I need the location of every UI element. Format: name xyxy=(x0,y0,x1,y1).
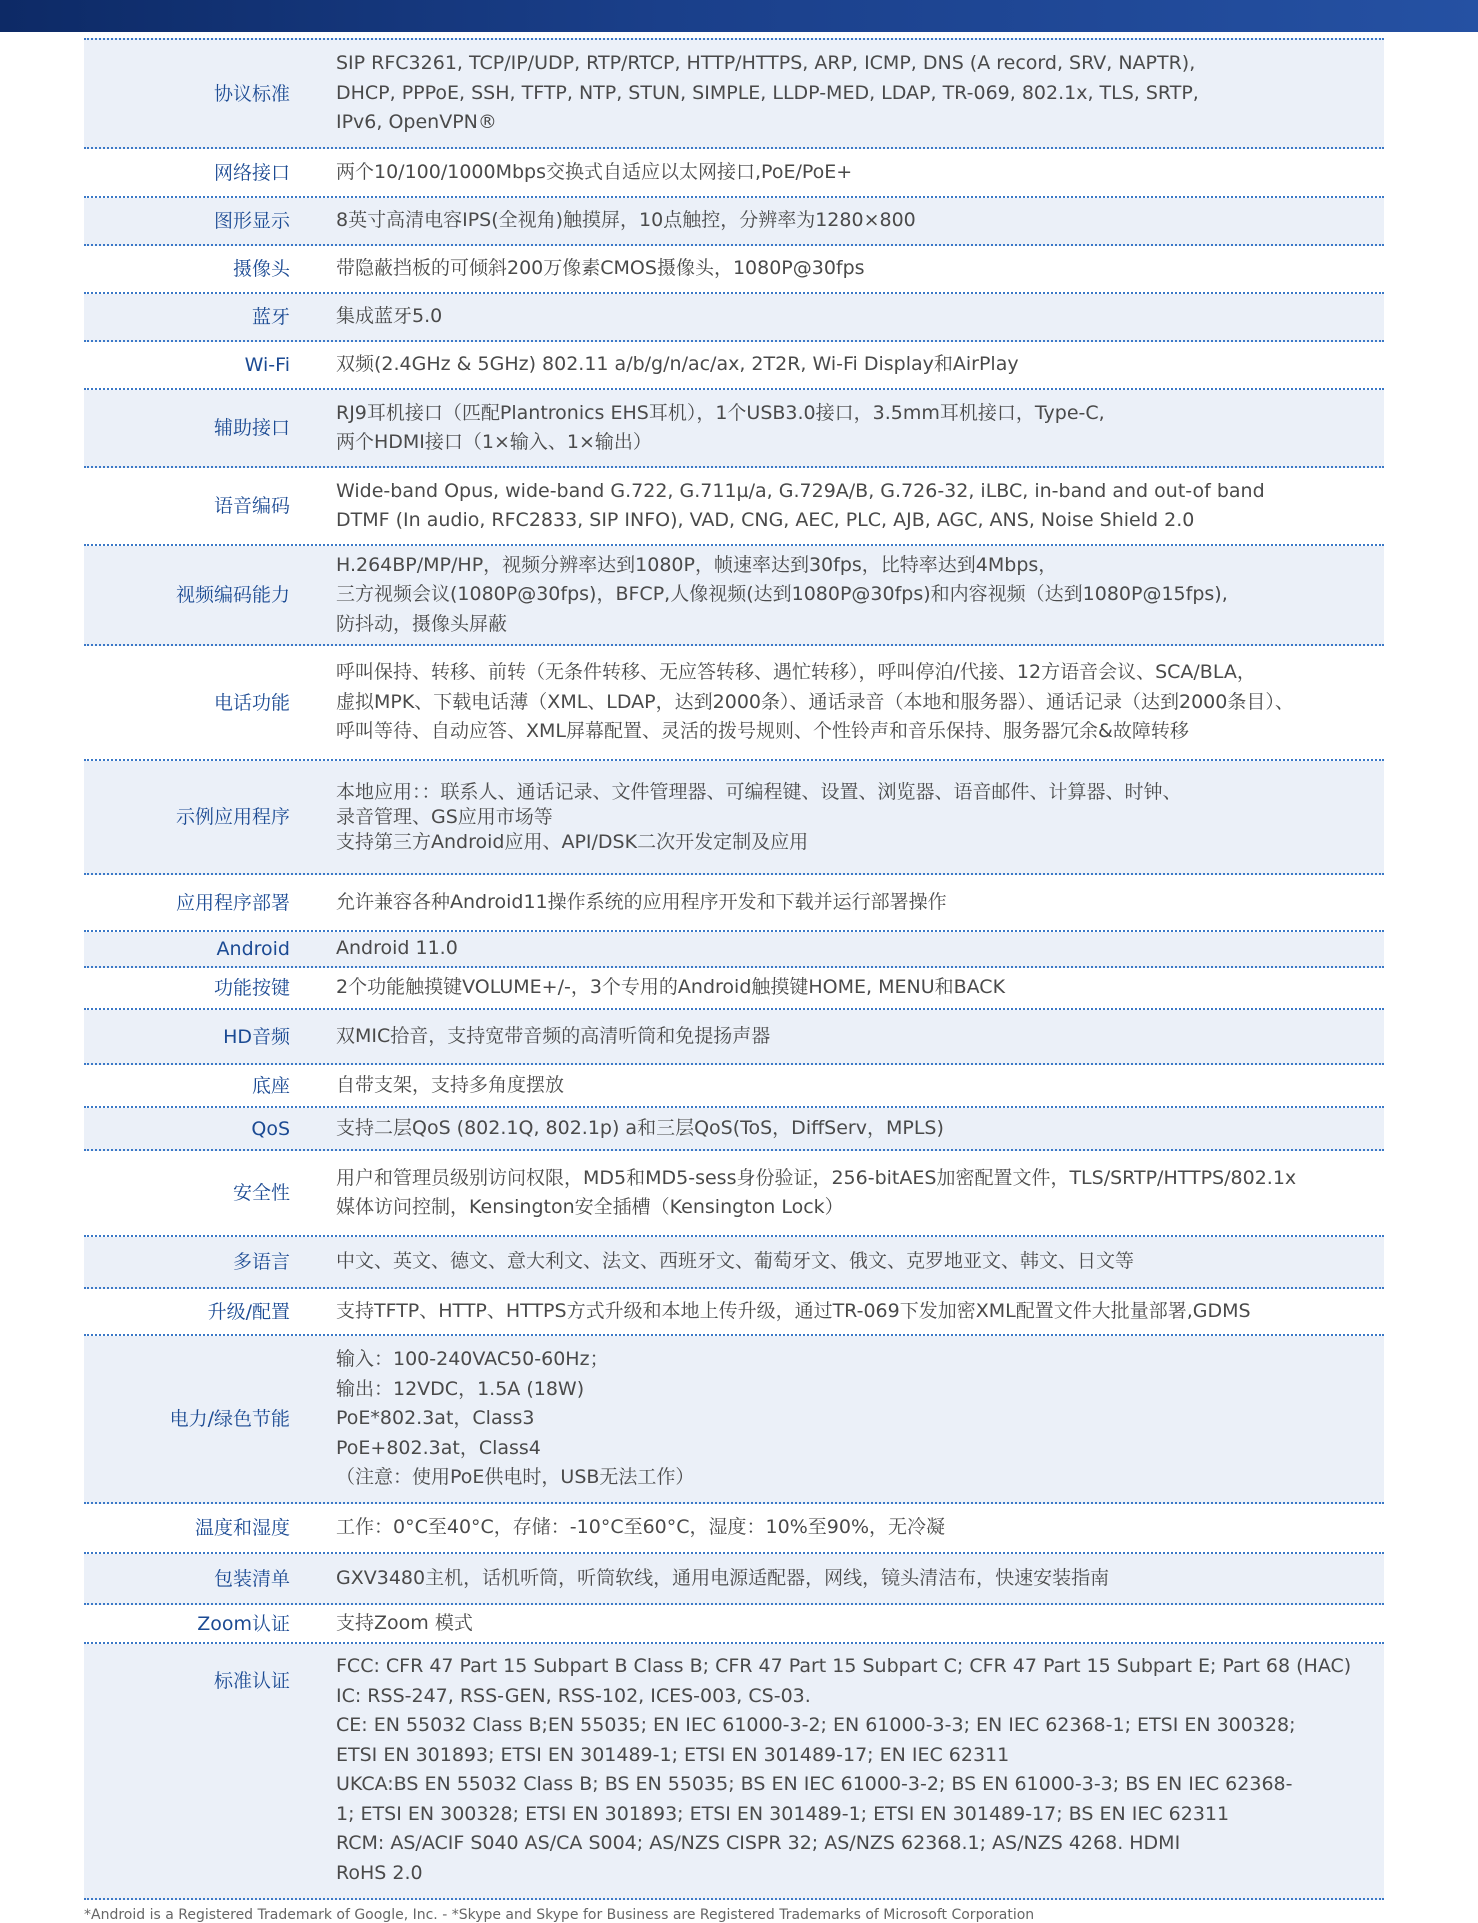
spec-label: Android xyxy=(216,938,290,960)
spec-row-zoom xyxy=(84,1605,1384,1644)
spec-line: H.264BP/MP/HP，视频分辨率达到1080P，帧速率达到30fps，比特率达到4Mbps， xyxy=(336,553,1058,576)
spec-value xyxy=(290,973,1384,1003)
spec-label: 视频编码能力 xyxy=(175,584,290,606)
spec-label: 升级/配置 xyxy=(207,1300,290,1323)
spec-row-display xyxy=(84,198,1384,246)
spec-line: 1; ETSI EN 300328; ETSI EN 301893; ETSI EN 301489-1; ETSI EN 301489-17; BS EN IEC 62311 xyxy=(336,1802,1230,1825)
spec-label: 温度和湿度 xyxy=(194,1517,290,1539)
spec-value xyxy=(290,1071,1384,1101)
spec-line: 三方视频会议(1080P@30fps)，BFCP,人像视频(达到1080P@30fps)和内容视频（达到1080P@15fps), xyxy=(336,583,1228,606)
spec-row-package xyxy=(84,1554,1384,1605)
spec-row-aux-ports xyxy=(84,390,1384,468)
spec-label: 辅助接口 xyxy=(213,417,290,439)
spec-line: （注意：使用PoE供电时，USB无法工作） xyxy=(336,1466,695,1489)
spec-line: 防抖动，摄像头屏蔽 xyxy=(336,612,508,635)
spec-row-security xyxy=(84,1151,1384,1237)
spec-label: 标准认证 xyxy=(213,1670,290,1692)
spec-value xyxy=(290,399,1384,458)
spec-value xyxy=(290,254,1384,284)
spec-value xyxy=(290,551,1384,640)
spec-label: 应用程序部署 xyxy=(175,891,290,914)
spec-line: 虚拟MPK、下载电话薄（XML、LDAP，达到2000条）、通话录音（本地和服务器）、通话记录（达到2000条目）、 xyxy=(336,690,1294,713)
spec-value xyxy=(290,1609,1384,1639)
spec-label: 语音编码 xyxy=(213,495,290,517)
spec-label: 图形显示 xyxy=(213,210,290,232)
spec-row-function-keys xyxy=(84,968,1384,1010)
spec-label: QoS xyxy=(251,1117,290,1140)
spec-value xyxy=(290,1513,1384,1543)
spec-line: RoHS 2.0 xyxy=(336,1861,423,1884)
spec-line: ETSI EN 301893; ETSI EN 301489-1; ETSI EN 301489-17; EN IEC 62311 xyxy=(336,1743,1010,1766)
spec-value xyxy=(290,477,1384,536)
spec-row-qos xyxy=(84,1108,1384,1151)
spec-line: 8英寸高清电容IPS(全视角)触摸屏，10点触控，分辨率为1280×800 xyxy=(336,209,916,232)
spec-label: Zoom认证 xyxy=(197,1612,290,1635)
spec-line: FCC: CFR 47 Part 15 Subpart B Class B; CFR 47 Part 15 Subpart C; CFR 47 Part 15 Subpart E; Part 68 (HAC) xyxy=(336,1655,1352,1677)
spec-label: 电力/绿色节能 xyxy=(169,1408,290,1430)
spec-line: DTMF (In audio, RFC2833, SIP INFO), VAD, CNG, AEC, PLC, AJB, AGC, ANS, Noise Shield 2.0 xyxy=(336,509,1195,531)
spec-row-app-deployment xyxy=(84,875,1384,932)
spec-line: PoE+802.3at，Class4 xyxy=(336,1436,541,1459)
spec-line: 允许兼容各种Android11操作系统的应用程序开发和下载并运行部署操作 xyxy=(336,890,947,913)
spec-line: 工作：0°C至40°C，存储：-10°C至60°C，湿度：10%至90%，无冷凝 xyxy=(336,1516,946,1539)
spec-line: 支持Zoom 模式 xyxy=(336,1611,473,1634)
spec-value xyxy=(290,302,1384,332)
spec-row-certifications xyxy=(84,1644,1384,1900)
spec-line: 输出：12VDC，1.5A (18W) xyxy=(336,1377,585,1400)
spec-line: 呼叫保持、转移、前转（无条件转移、无应答转移、遇忙转移），呼叫停泊/代接、12方语音会议、SCA/BLA， xyxy=(336,661,1256,684)
spec-line: 呼叫等待、自动应答、XML屏幕配置、灵活的拨号规则、个性铃声和音乐保持、服务器冗余&故障转移 xyxy=(336,720,1189,743)
spec-label: 协议标准 xyxy=(213,82,290,105)
spec-row-video-codecs xyxy=(84,546,1384,646)
spec-value xyxy=(290,1247,1384,1277)
spec-label: HD音频 xyxy=(223,1025,290,1048)
spec-row-stand xyxy=(84,1065,1384,1108)
spec-line: 两个10/100/1000Mbps交换式自适应以太网接口,PoE/PoE+ xyxy=(336,160,853,183)
spec-line: 输入：100-240VAC50-60Hz； xyxy=(336,1348,609,1371)
spec-label: 摄像头 xyxy=(232,258,290,280)
spec-label: 网络接口 xyxy=(213,161,290,184)
spec-line: 双频(2.4GHz & 5GHz) 802.11 a/b/g/n/ac/ax, 2T2R, Wi-Fi Display和AirPlay xyxy=(336,353,1019,376)
spec-value xyxy=(290,888,1384,918)
spec-row-sample-apps xyxy=(84,761,1384,875)
spec-label: 安全性 xyxy=(232,1182,290,1204)
spec-value xyxy=(290,1297,1384,1327)
spec-value xyxy=(290,1022,1384,1052)
spec-value xyxy=(290,780,1384,855)
spec-row-android xyxy=(84,932,1384,968)
spec-row-protocols xyxy=(84,38,1384,149)
trademark-footnote: *Android is a Registered Trademark of Google, Inc. - *Skype and Skype for Business are Registered Trademarks of Microsoft Corporation xyxy=(84,1907,1035,1923)
spec-row-network xyxy=(84,149,1384,198)
spec-label: 包装清单 xyxy=(213,1567,290,1590)
spec-value xyxy=(290,158,1384,188)
spec-label: 功能按键 xyxy=(213,977,290,999)
spec-line: 中文、英文、德文、意大利文、法文、西班牙文、葡萄牙文、俄文、克罗地亚文、韩文、日文等 xyxy=(336,1250,1135,1273)
spec-line: PoE*802.3at，Class3 xyxy=(336,1407,535,1430)
spec-value xyxy=(290,206,1384,236)
spec-value xyxy=(290,350,1384,380)
spec-row-power xyxy=(84,1336,1384,1504)
spec-label: 多语言 xyxy=(232,1251,290,1273)
spec-row-upgrade xyxy=(84,1289,1384,1336)
spec-value xyxy=(290,1644,1384,1888)
spec-line: RJ9耳机接口（匹配Plantronics EHS耳机），1个USB3.0接口，3.5mm耳机接口，Type-C, xyxy=(336,401,1105,424)
spec-label: 底座 xyxy=(251,1074,290,1097)
spec-table xyxy=(84,38,1384,1900)
spec-line: 媒体访问控制，Kensington安全插槽（Kensington Lock） xyxy=(336,1196,844,1218)
spec-line: SIP RFC3261, TCP/IP/UDP, RTP/RTCP, HTTP/HTTPS, ARP, ICMP, DNS (A record, SRV, NAPTR), xyxy=(336,52,1196,75)
spec-value xyxy=(290,1345,1384,1493)
spec-label: 示例应用程序 xyxy=(175,806,290,828)
spec-line: CE: EN 55032 Class B;EN 55035; EN IEC 61000-3-2; EN 61000-3-3; EN IEC 62368-1; ETSI EN 300328; xyxy=(336,1714,1296,1736)
spec-label: 蓝牙 xyxy=(251,306,290,328)
spec-row-phone-features xyxy=(84,646,1384,761)
spec-line: IPv6, OpenVPN® xyxy=(336,111,497,134)
spec-value xyxy=(290,934,1384,964)
spec-value xyxy=(290,1164,1384,1223)
spec-row-temperature xyxy=(84,1504,1384,1554)
spec-row-bluetooth xyxy=(84,294,1384,342)
spec-line: 支持第三方Android应用、API/DSK二次开发定制及应用 xyxy=(336,830,809,853)
spec-line: DHCP, PPPoE, SSH, TFTP, NTP, STUN, SIMPLE, LLDP-MED, LDAP, TR-069, 802.1x, TLS, SRTP, xyxy=(336,81,1199,104)
spec-line: 支持TFTP、HTTP、HTTPS方式升级和本地上传升级，通过TR-069下发加密XML配置文件大批量部署,GDMS xyxy=(336,1299,1251,1322)
spec-value xyxy=(290,1114,1384,1144)
spec-line: 支持二层QoS (802.1Q, 802.1p) a和三层QoS(ToS，DiffServ，MPLS) xyxy=(336,1116,944,1139)
spec-value xyxy=(290,658,1384,747)
spec-row-hd-audio xyxy=(84,1010,1384,1065)
spec-line: 自带支架，支持多角度摆放 xyxy=(336,1073,565,1096)
spec-line: RCM: AS/ACIF S040 AS/CA S004; AS/NZS CISPR 32; AS/NZS 62368.1; AS/NZS 4268. HDMI xyxy=(336,1832,1181,1854)
spec-line: 双MIC拾音，支持宽带音频的高清听筒和免提扬声器 xyxy=(336,1024,771,1047)
spec-line: Android 11.0 xyxy=(336,937,458,960)
spec-label: 电话功能 xyxy=(213,691,290,714)
spec-line: Wide-band Opus, wide-band G.722, G.711µ/a, G.729A/B, G.726-32, iLBC, in-band and out-of band xyxy=(336,479,1265,502)
spec-line: 本地应用：：联系人、通话记录、文件管理器、可编程键、设置、浏览器、语音邮件、计算器、时钟、 xyxy=(336,780,1182,803)
spec-row-camera xyxy=(84,246,1384,294)
spec-line: 录音管理、GS应用市场等 xyxy=(336,805,553,828)
spec-row-wifi xyxy=(84,342,1384,390)
spec-row-languages xyxy=(84,1237,1384,1289)
spec-line: 两个HDMI接口（1×输入、1×输出） xyxy=(336,431,652,453)
spec-line: GXV3480主机，话机听筒，听筒软线，通用电源适配器，网线，镜头清洁布，快速安装指南 xyxy=(336,1566,1110,1589)
spec-line: UKCA:BS EN 55032 Class B; BS EN 55035; BS EN IEC 61000-3-2; BS EN 61000-3-3; BS EN IEC 62368- xyxy=(336,1773,1293,1795)
spec-line: 2个功能触摸键VOLUME+/-，3个专用的Android触摸键HOME, MENU和BACK xyxy=(336,976,1006,999)
spec-line: 集成蓝牙5.0 xyxy=(336,305,443,328)
spec-line: IC: RSS-247, RSS-GEN, RSS-102, ICES-003, CS-03. xyxy=(336,1684,811,1707)
spec-line: 带隐蔽挡板的可倾斜200万像素CMOS摄像头，1080P@30fps xyxy=(336,257,865,280)
spec-row-voice-codecs xyxy=(84,468,1384,546)
spec-label: Wi-Fi xyxy=(244,354,290,376)
spec-value xyxy=(290,1564,1384,1594)
spec-value xyxy=(290,49,1384,138)
header-banner xyxy=(0,0,1478,32)
spec-line: 用户和管理员级别访问权限，MD5和MD5-sess身份验证，256-bitAES加密配置文件，TLS/SRTP/HTTPS/802.1x xyxy=(336,1166,1297,1189)
